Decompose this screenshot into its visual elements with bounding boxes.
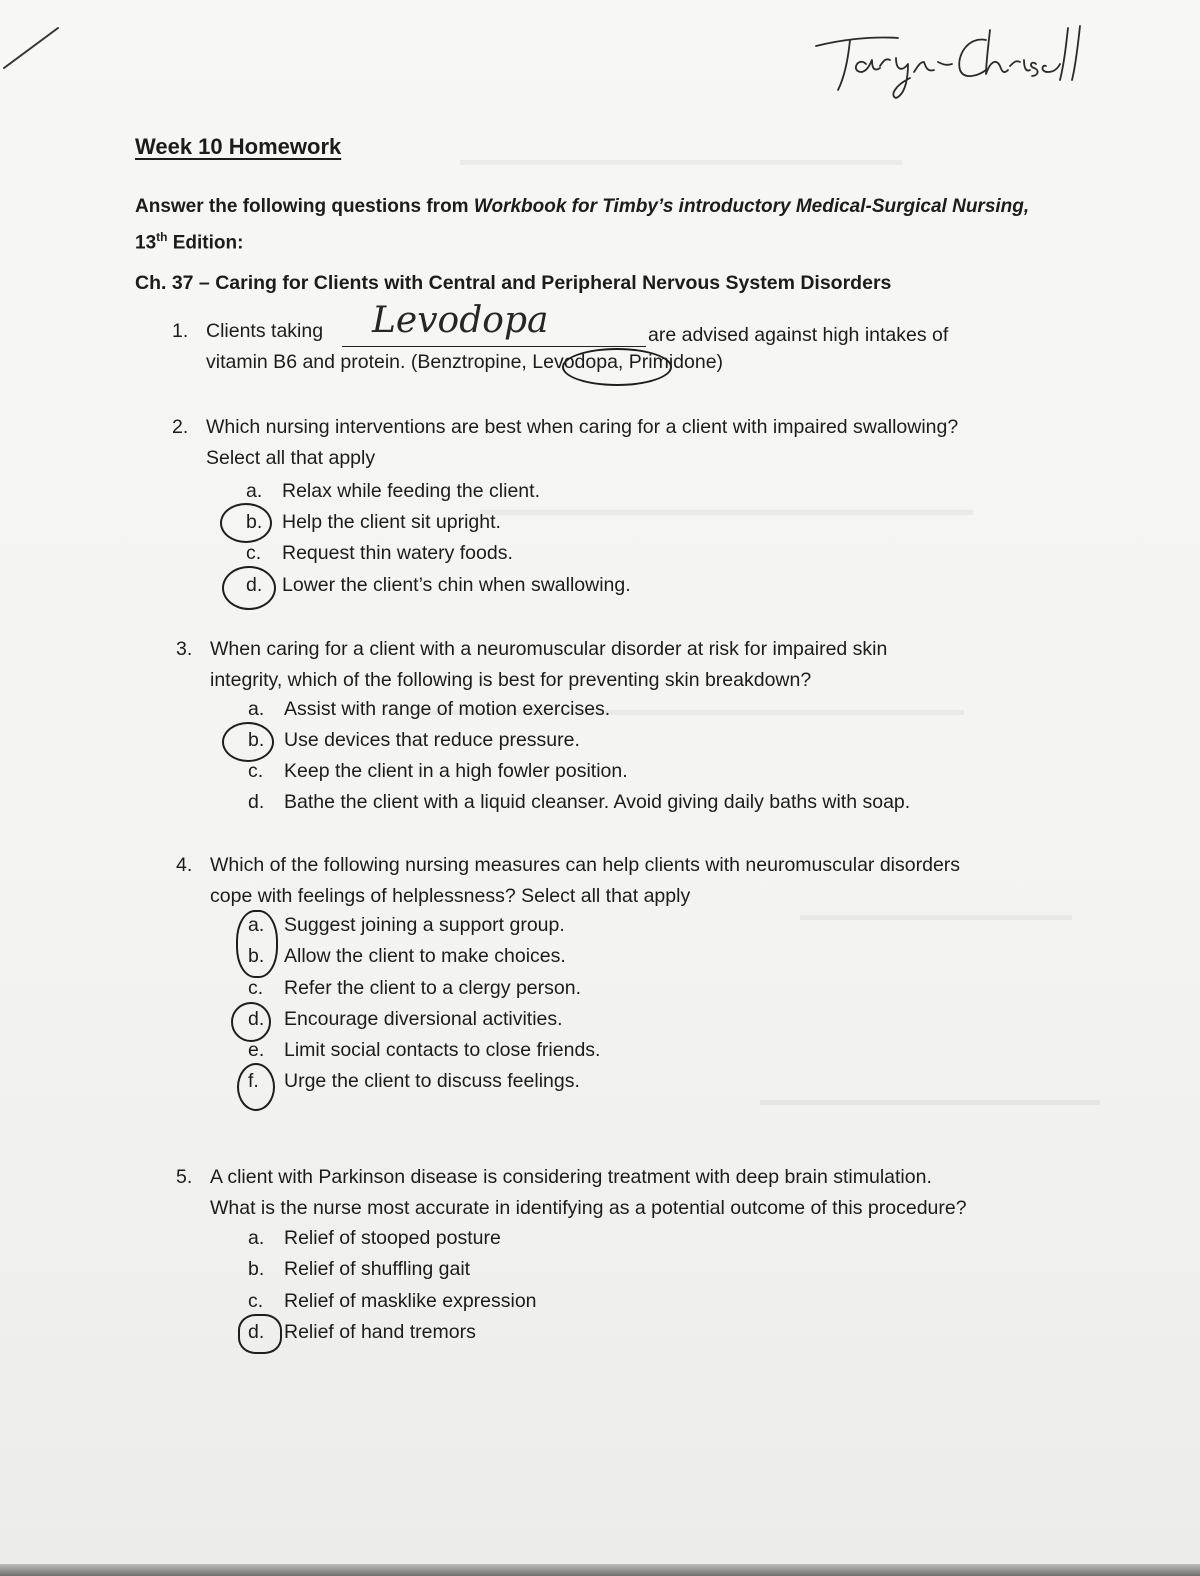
question-2 (172, 412, 1072, 482)
grading-slash-mark (0, 0, 80, 80)
edition-label: Edition: (167, 232, 244, 254)
instructions (135, 192, 1035, 258)
book-title: Workbook for Timby’s introductory Medical-Surgical Nursing, (473, 196, 1030, 217)
question-number: 1. (172, 320, 189, 342)
scan-edge (0, 1564, 1200, 1576)
homework-page: Week 10 Homework Answer the following questions from Workbook for Timby’s introductory Medical-Surgical Nursing, 13th Edition: Ch. 37 – Caring for Clients with Central and Peripheral Nervous System Disorders 1. Clients taking are advised against high intakes of vitamin B6 and protein. (Benztropine, Levodopa, Primidone) Levodopa 2. Which nursing interventions are best when caring for a client with impaired swallowing? Select all that apply a. Relax while feeding the client. b. Help the client sit upright. c. Request thin watery foods. d. Lower the client’s chin when swallowing. 3. When caring for a client with a neuromuscular disorder at risk for impaired skin integrity, which of the following is best for preventing skin breakdown? a. Assist with range of motion exercises. b. Use devices that reduce pressure. c. Keep the client in a high fowler position. d. Bathe the client with a liquid cleanser. Avoid giving daily baths with soap. 4. Which of the following nursing measures can help clients with neuromuscular disorders cope with feelings of helplessness? Select all that apply a. Suggest joining a support group. b. Allow the client to make choices. c. Refer the client to a clergy person. d. Encourage diversional activities. e. Limit social contacts to close friends. f. Urge the client to discuss feelings. 5. A client with Parkinson disease is considering treatment with deep brain stimulation. What is the nurse most accurate in identifying as a potential outcome of this procedure? a. Relief of stooped posture b. Relief of shuffling gait c. Relief of masklike expression d. Relief of hand tremors (0, 0, 1200, 1576)
bleed-through (760, 1090, 1100, 1110)
question-1-tail: are advised against high intakes of (648, 324, 949, 346)
question-5 (176, 1162, 1076, 1232)
question-4 (176, 850, 1076, 920)
instructions-lead: Answer the following questions from (135, 196, 474, 217)
question-stem-continued: cope with feelings of helplessness? Select all that apply (210, 885, 691, 907)
question-number: 3. (176, 638, 193, 660)
page-title: Week 10 Homework (135, 134, 342, 159)
bleed-through (460, 150, 902, 170)
question-1 (172, 316, 1072, 386)
answer-blank-line (342, 346, 646, 347)
question-1-lead: Clients taking (206, 320, 324, 342)
bleed-through (480, 500, 973, 520)
handwritten-signature (810, 20, 1090, 100)
question-number: 5. (176, 1166, 193, 1188)
handwritten-answer: Levodopa (372, 300, 549, 341)
question-3 (176, 634, 1076, 704)
question-stem: When caring for a client with a neuromuscular disorder at risk for impaired skin (210, 638, 888, 660)
question-stem-continued: integrity, which of the following is best for preventing skin breakdown? (210, 669, 812, 691)
edition-suffix: th (156, 230, 168, 244)
chapter-heading: Ch. 37 – Caring for Clients with Central and Peripheral Nervous System Disorders (135, 272, 892, 294)
edition-number: 13 (135, 232, 157, 254)
question-stem: Which of the following nursing measures can help clients with neuromuscular disorders (210, 854, 961, 876)
question-1-choices: vitamin B6 and protein. (Benztropine, Levodopa, Primidone) (206, 351, 724, 373)
question-stem: Which nursing interventions are best when caring for a client with impaired swallowing? (206, 416, 959, 438)
question-number: 4. (176, 854, 193, 876)
question-number: 2. (172, 416, 189, 438)
question-stem-continued: Select all that apply (206, 447, 376, 469)
question-stem: A client with Parkinson disease is considering treatment with deep brain stimulation. (210, 1166, 932, 1188)
question-stem-continued: What is the nurse most accurate in identifying as a potential outcome of this procedure? (210, 1197, 967, 1219)
